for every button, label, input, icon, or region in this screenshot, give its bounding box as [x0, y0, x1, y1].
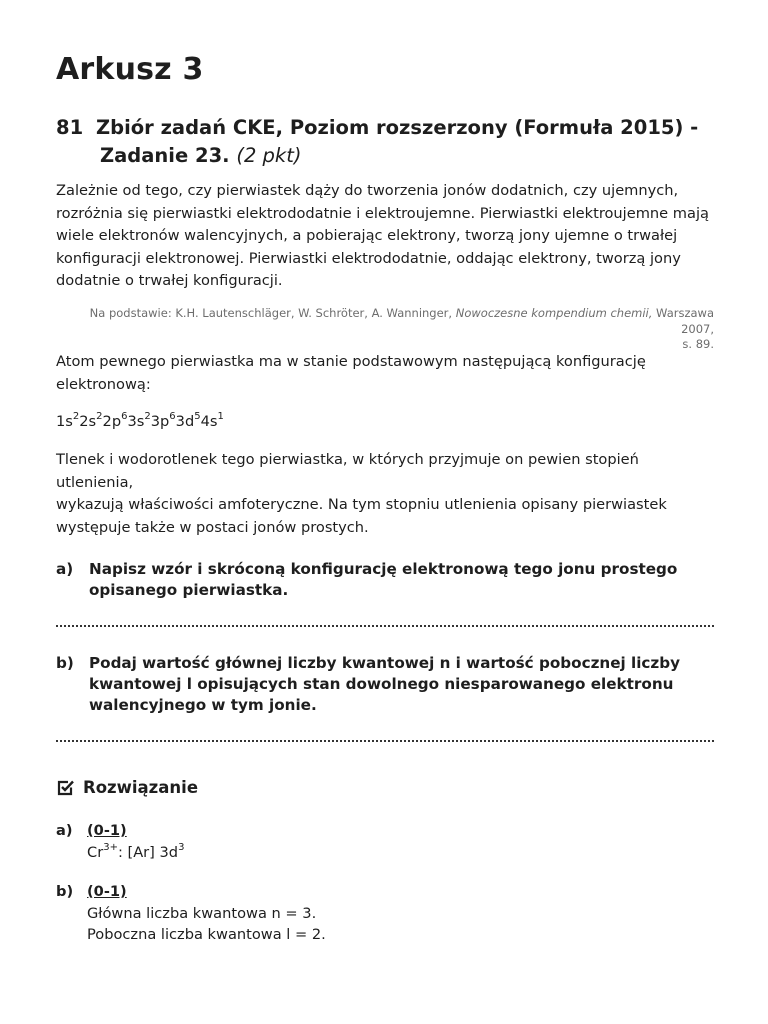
- solution-b-line: Poboczna liczba kwantowa l = 2.: [87, 926, 326, 943]
- source-prefix: Na podstawie: K.H. Lautenschläger, W. Schröter, A. Wanninger,: [89, 306, 456, 320]
- ion-charge: 3+: [103, 841, 118, 853]
- question-label: a): [56, 560, 74, 578]
- atom-line: elektronową:: [56, 375, 151, 393]
- orbital: 4s: [200, 413, 218, 430]
- question-b: [56, 653, 716, 716]
- solution-points: (0-1): [87, 883, 127, 900]
- electron-configuration: [56, 411, 716, 434]
- orbital: 3p: [150, 413, 170, 430]
- question-line: walencyjnego w tym jonie.: [89, 696, 317, 714]
- source-suffix: Warszawa 2007,: [652, 306, 714, 336]
- oxide-line: wykazują właściwości amfoteryczne. Na tym stopniu utlenienia opisany pierwiastek: [56, 496, 667, 514]
- oxide-line: Tlenek i wodorotlenek tego pierwiastka, w których przyjmuje on pewien stopień utlenienia,: [56, 451, 639, 491]
- checkbox-check-icon: [56, 778, 75, 797]
- solution-body: [87, 881, 326, 946]
- orbital: 3d: [175, 413, 195, 430]
- solution-label: a): [56, 822, 73, 839]
- orbital-electrons: 6: [121, 411, 128, 423]
- intro-line: dodatnie o trwałej konfiguracji.: [56, 272, 283, 290]
- question-line: kwantowej l opisujących stan dowolnego niesparowanego elektronu: [89, 675, 674, 693]
- question-line: opisanego pierwiastka.: [89, 581, 289, 599]
- ion-symbol: Cr: [87, 843, 104, 861]
- orbital: 2p: [102, 413, 122, 430]
- orbital: 2s: [79, 413, 97, 430]
- source-page: s. 89.: [682, 337, 714, 351]
- solution-heading-text: Rozwiązanie: [83, 778, 199, 797]
- orbital-electrons: 1: [217, 411, 224, 423]
- intro-line: wiele elektronów walencyjnych, a pobierając elektrony, tworzą jony ujemne o trwałej: [56, 227, 678, 245]
- task-number: 81: [56, 116, 84, 139]
- orbital: 1s: [56, 413, 73, 430]
- solution-body: [87, 820, 184, 863]
- source-line1: [56, 306, 714, 337]
- oxide-line: występuje także w postaci jonów prostych.: [56, 518, 369, 536]
- answer-dotted-line: [56, 740, 714, 742]
- question-text: [89, 653, 716, 716]
- task-heading: [56, 114, 716, 170]
- oxide-paragraph: [56, 449, 716, 539]
- solution-b: [56, 881, 716, 946]
- source-citation: [56, 306, 714, 353]
- intro-line: rozróżnia się pierwiastki elektrododatnie i elektroujemne. Pierwiastki elektroujemne mają: [56, 204, 709, 222]
- task-heading-line2: [56, 142, 716, 170]
- solution-b-line: Główna liczba kwantowa n = 3.: [87, 904, 317, 922]
- orbital-electrons: 5: [194, 411, 201, 423]
- answer-dotted-line: [56, 625, 714, 627]
- solution-label: b): [56, 883, 74, 900]
- atom-line: Atom pewnego pierwiastka ma w stanie podstawowym następującą konfigurację: [56, 353, 646, 370]
- ion-config-electrons: 3: [178, 841, 185, 853]
- atom-paragraph: [56, 351, 716, 396]
- solution-points: (0-1): [87, 822, 127, 839]
- solution-a-answer: [87, 842, 184, 864]
- question-line: Podaj wartość głównej liczby kwantowej n i wartość pobocznej liczby: [89, 654, 681, 672]
- question-text: [89, 559, 716, 601]
- solution-heading: [56, 778, 198, 797]
- ion-config: : [Ar] 3d: [117, 843, 179, 861]
- orbital: 3s: [127, 413, 145, 430]
- intro-line: Zależnie od tego, czy pierwiastek dąży do tworzenia jonów dodatnich, czy ujemnych,: [56, 182, 679, 199]
- task-points: (2 pkt): [236, 144, 302, 167]
- source-book: Nowoczesne kompendium chemii,: [455, 306, 653, 320]
- sheet-title: Arkusz 3: [56, 52, 204, 87]
- intro-paragraph: [56, 180, 716, 293]
- task-title-line1: Zbiór zadań CKE, Poziom rozszerzony (Formuła 2015) -: [96, 116, 699, 139]
- question-line: Napisz wzór i skróconą konfigurację elektronową tego jonu prostego: [89, 560, 678, 578]
- question-label: b): [56, 654, 74, 672]
- task-title-line2: Zadanie 23.: [100, 144, 230, 167]
- intro-line: konfiguracji elektronowej. Pierwiastki elektrododatnie, oddając elektrony, tworzą jony: [56, 249, 681, 267]
- orbital-electrons: 2: [144, 411, 151, 423]
- solution-a: [56, 820, 716, 863]
- orbital-electrons: 6: [169, 411, 176, 423]
- question-a: [56, 559, 716, 601]
- task-heading-line1: [56, 114, 716, 142]
- orbital-electrons: 2: [96, 411, 103, 423]
- orbital-electrons: 2: [72, 411, 80, 423]
